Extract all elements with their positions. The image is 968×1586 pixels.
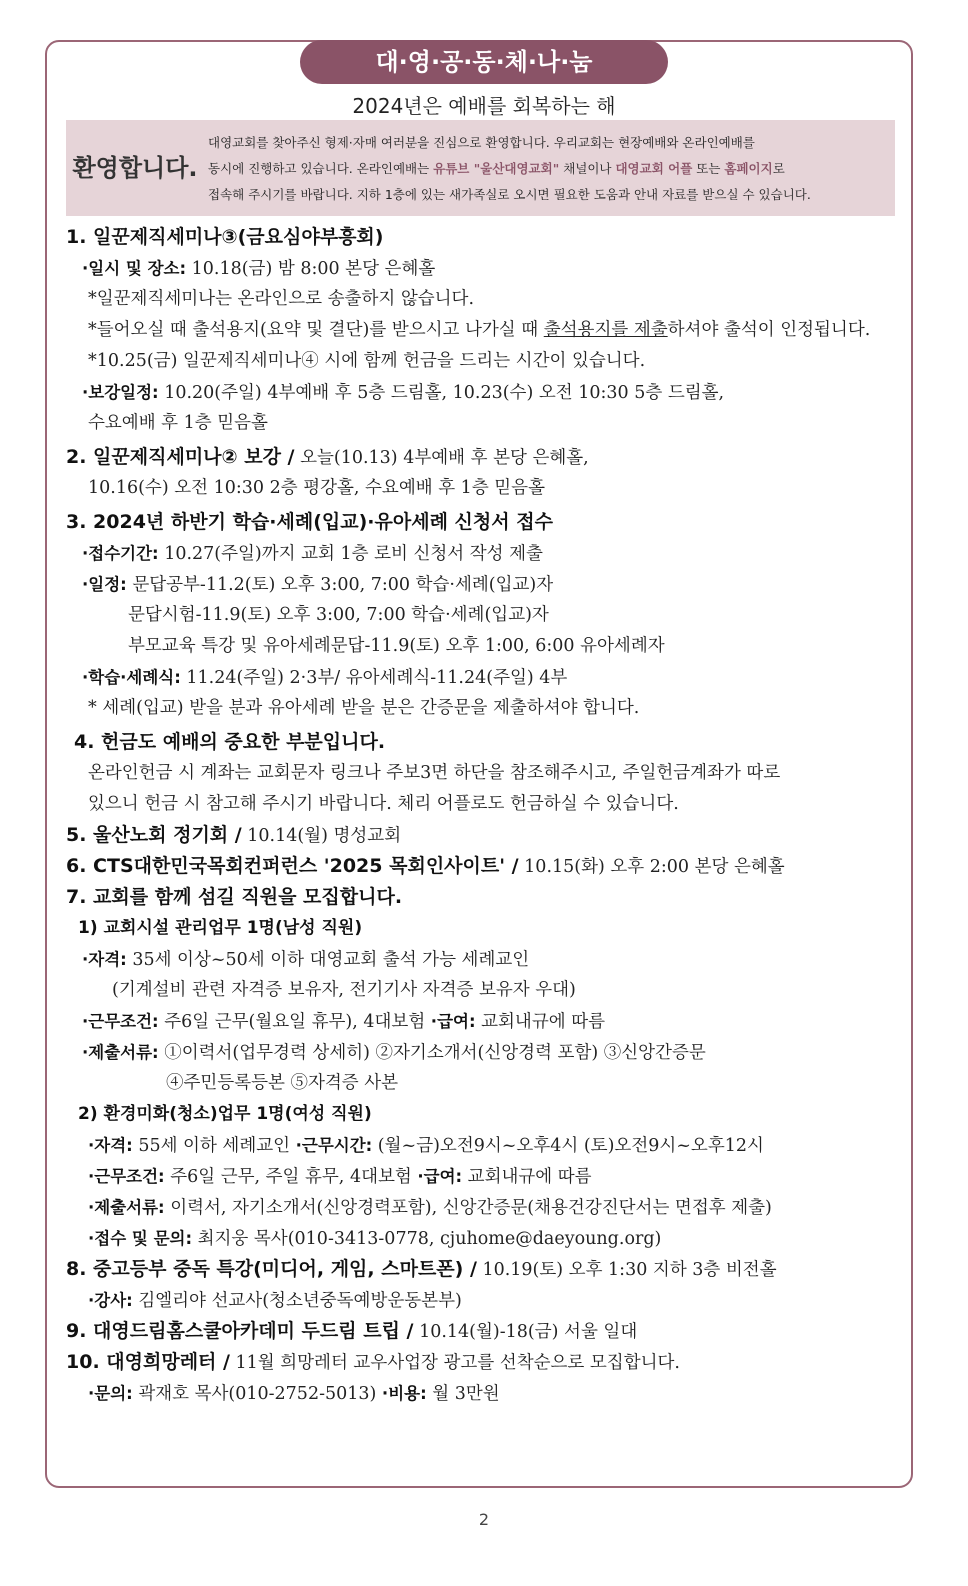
- section-8: [66, 1254, 902, 1285]
- item-text: 월 3만원: [426, 1384, 500, 1404]
- list-item: [66, 1037, 902, 1068]
- list-item: [66, 662, 902, 693]
- section-text: 10.15(화) 오후 2:00 본당 은혜홀: [518, 857, 785, 877]
- section-text: 11월 희망레터 교우사업장 광고를 선착순으로 모집합니다.: [229, 1353, 680, 1373]
- note-line: * 세례(입교) 받을 분과 유아세례 받을 분은 간증문을 제출하셔야 합니다.: [88, 698, 640, 718]
- subsection-title: 2) 환경미화(청소)업무 1명(여성 직원): [78, 1104, 372, 1124]
- welcome-text-span: 동시에 진행하고 있습니다. 온라인예배는: [208, 161, 434, 176]
- item-label: ·비용:: [381, 1384, 427, 1403]
- item-text: 35세 이상~50세 이하 대영교회 출석 가능 세례교인: [126, 950, 530, 970]
- list-item: [66, 569, 902, 600]
- item-text: 문답공부-11.2(토) 오후 3:00, 7:00 학습·세례(입교)자: [126, 575, 554, 595]
- welcome-line: [208, 156, 888, 182]
- announcement-list: [66, 222, 902, 1409]
- list-item-continued: (기계설비 관련 자격증 보유자, 전기기사 자격증 보유자 우대): [112, 980, 576, 1000]
- item-label: ·강사:: [88, 1291, 133, 1310]
- section-title-10: 10. 대영희망레터 /: [66, 1351, 230, 1373]
- item-label: ·자격:: [88, 1136, 133, 1155]
- app-highlight: 대영교회 어플: [615, 161, 693, 176]
- list-item: [66, 1285, 902, 1316]
- item-text: 김엘리야 선교사(청소년중독예방운동본부): [132, 1291, 462, 1311]
- note-text: 하셔야 출석이 인정됩니다.: [667, 320, 871, 340]
- section-title-4: 4. 헌금도 예배의 중요한 부분입니다.: [74, 731, 386, 753]
- item-label: ·근무시간:: [295, 1136, 373, 1155]
- page-number: 2: [478, 1510, 490, 1529]
- welcome-text: [208, 130, 888, 208]
- note-line: [66, 315, 902, 346]
- section-text: 10.14(월) 명성교회: [241, 826, 402, 846]
- item-text: 교회내규에 따름: [462, 1167, 592, 1187]
- underlined-text: 출석용지를 제출: [543, 320, 668, 340]
- section-title-9: 9. 대영드림홈스쿨아카데미 두드림 트립 /: [66, 1320, 414, 1342]
- section-title-6: 6. CTS대한민국목회컨퍼런스 '2025 목회인사이트' /: [66, 855, 519, 877]
- item-label: ·일시 및 장소:: [82, 259, 187, 278]
- list-item-continued: 10.16(수) 오전 10:30 2층 평강홀, 수요예배 후 1층 믿음홀: [88, 478, 545, 498]
- section-5: [66, 820, 902, 851]
- list-item: [66, 253, 902, 284]
- section-title-3: 3. 2024년 하반기 학습·세례(입교)·유아세례 신청서 접수: [66, 511, 553, 533]
- item-text: 10.20(주일) 4부예배 후 5층 드림홀, 10.23(수) 오전 10:30 5층 드림홀,: [158, 383, 725, 403]
- item-text: 11.24(주일) 2·3부/ 유아세례식-11.24(주일) 4부: [180, 668, 568, 688]
- section-text: 10.19(토) 오후 1:30 지하 3층 비전홀: [476, 1260, 777, 1280]
- list-item: [66, 538, 902, 569]
- welcome-line: 접속해 주시기를 바랍니다. 지하 1층에 있는 새가족실로 오시면 필요한 도움과 안내 자료를 받으실 수 있습니다.: [208, 187, 811, 202]
- paragraph-line: 있으니 헌금 시 참고해 주시기 바랍니다. 체리 어플로도 헌금하실 수 있습니다.: [88, 794, 679, 814]
- item-label: ·제출서류:: [88, 1198, 165, 1217]
- section-title-7: 7. 교회를 함께 섬길 직원을 모집합니다.: [66, 886, 403, 908]
- note-line: *10.25(금) 일꾼제직세미나④ 시에 함께 헌금을 드리는 시간이 있습니다.: [88, 351, 646, 371]
- section-6: [66, 851, 902, 882]
- list-item: [66, 1161, 902, 1192]
- subsection-title: 1) 교회시설 관리업무 1명(남성 직원): [78, 918, 363, 938]
- homepage-highlight: 홈페이지: [724, 161, 773, 176]
- welcome-title: 환영합니다.: [72, 154, 198, 182]
- list-item: [66, 1378, 902, 1409]
- item-text: (월~금)오전9시~오후4시 (토)오전9시~오후12시: [372, 1136, 764, 1156]
- list-item-continued: 수요예배 후 1층 믿음홀: [88, 413, 268, 433]
- item-label: ·접수기간:: [82, 544, 159, 563]
- note-text: *들어오실 때 출석용지(요약 및 결단)를 받으시고 나가실 때: [88, 320, 544, 340]
- section-title-5: 5. 울산노회 정기회 /: [66, 824, 242, 846]
- list-item-continued: ④주민등록등본 ⑤자격증 사본: [166, 1073, 399, 1093]
- item-label: ·급여:: [430, 1012, 476, 1031]
- section-title-8: 8. 중고등부 중독 특강(미디어, 게임, 스마트폰) /: [66, 1258, 477, 1280]
- list-item: [66, 1192, 902, 1223]
- section-title-1: 1. 일꾼제직세미나③(금요심야부흥회): [66, 226, 384, 248]
- section-text: 10.14(월)-18(금) 서울 일대: [413, 1322, 638, 1342]
- youtube-channel-highlight: 유튜브 "울산대영교회": [433, 161, 560, 176]
- list-item: [66, 1006, 902, 1037]
- item-text: 이력서, 자기소개서(신앙경력포함), 신앙간증문(채용건강진단서는 면접후 제출): [164, 1198, 772, 1218]
- item-label: ·제출서류:: [82, 1043, 159, 1062]
- welcome-text-span: 로: [772, 161, 785, 176]
- item-text: ①이력서(업무경력 상세히) ②자기소개서(신앙경력 포함) ③신앙간증문: [158, 1043, 706, 1063]
- item-text: 최지웅 목사(010-3413-0778, cjuhome@daeyoung.org): [192, 1229, 662, 1249]
- item-label: ·급여:: [417, 1167, 463, 1186]
- welcome-text-span: 또는: [692, 161, 725, 176]
- section-title-2: 2. 일꾼제직세미나② 보강 /: [66, 446, 295, 468]
- item-text: 교회내규에 따름: [475, 1012, 606, 1032]
- section-2: [66, 442, 902, 473]
- section-10: [66, 1347, 902, 1378]
- item-label: ·접수 및 문의:: [88, 1229, 193, 1248]
- paragraph-line: 온라인헌금 시 계좌는 교회문자 링크나 주보3면 하단을 참조해주시고, 주일헌금계좌가 따로: [88, 763, 781, 783]
- note-line: *일꾼제직세미나는 온라인으로 송출하지 않습니다.: [88, 289, 475, 309]
- item-label: ·근무조건:: [88, 1167, 165, 1186]
- list-item-continued: 부모교육 특강 및 유아세례문답-11.9(토) 오후 1:00, 6:00 유아세례자: [128, 636, 665, 656]
- item-label: ·자격:: [82, 950, 127, 969]
- item-text: 곽재호 목사(010-2752-5013): [132, 1384, 382, 1404]
- list-item: [66, 1130, 902, 1161]
- item-text: 주6일 근무(월요일 휴무), 4대보험: [158, 1012, 431, 1032]
- section-text: 오늘(10.13) 4부예배 후 본당 은혜홀,: [294, 448, 589, 468]
- item-label: ·문의:: [88, 1384, 133, 1403]
- item-text: 55세 이하 세례교인: [132, 1136, 296, 1156]
- item-text: 10.18(금) 밤 8:00 본당 은혜홀: [186, 259, 436, 279]
- item-label: ·일정:: [82, 575, 127, 594]
- page-title: 대·영·공·동·체·나·눔: [300, 40, 668, 84]
- item-text: 주6일 근무, 주일 휴무, 4대보험: [164, 1167, 418, 1187]
- welcome-line: 대영교회를 찾아주신 형제·자매 여러분을 진심으로 환영합니다. 우리교회는 현장예배와 온라인예배를: [208, 135, 755, 150]
- list-item: [66, 1223, 902, 1254]
- list-item-continued: 문답시험-11.9(토) 오후 3:00, 7:00 학습·세례(입교)자: [128, 605, 549, 625]
- section-9: [66, 1316, 902, 1347]
- list-item: [66, 944, 902, 975]
- item-label: ·보강일정:: [82, 383, 159, 402]
- item-label: ·학습·세례식:: [82, 668, 181, 687]
- welcome-text-span: 채널이나: [559, 161, 616, 176]
- item-text: 10.27(주일)까지 교회 1층 로비 신청서 작성 제출: [158, 544, 543, 564]
- welcome-box: [66, 120, 895, 216]
- item-label: ·근무조건:: [82, 1012, 159, 1031]
- list-item: [66, 377, 902, 408]
- page-subtitle: 2024년은 예배를 회복하는 해: [352, 94, 616, 118]
